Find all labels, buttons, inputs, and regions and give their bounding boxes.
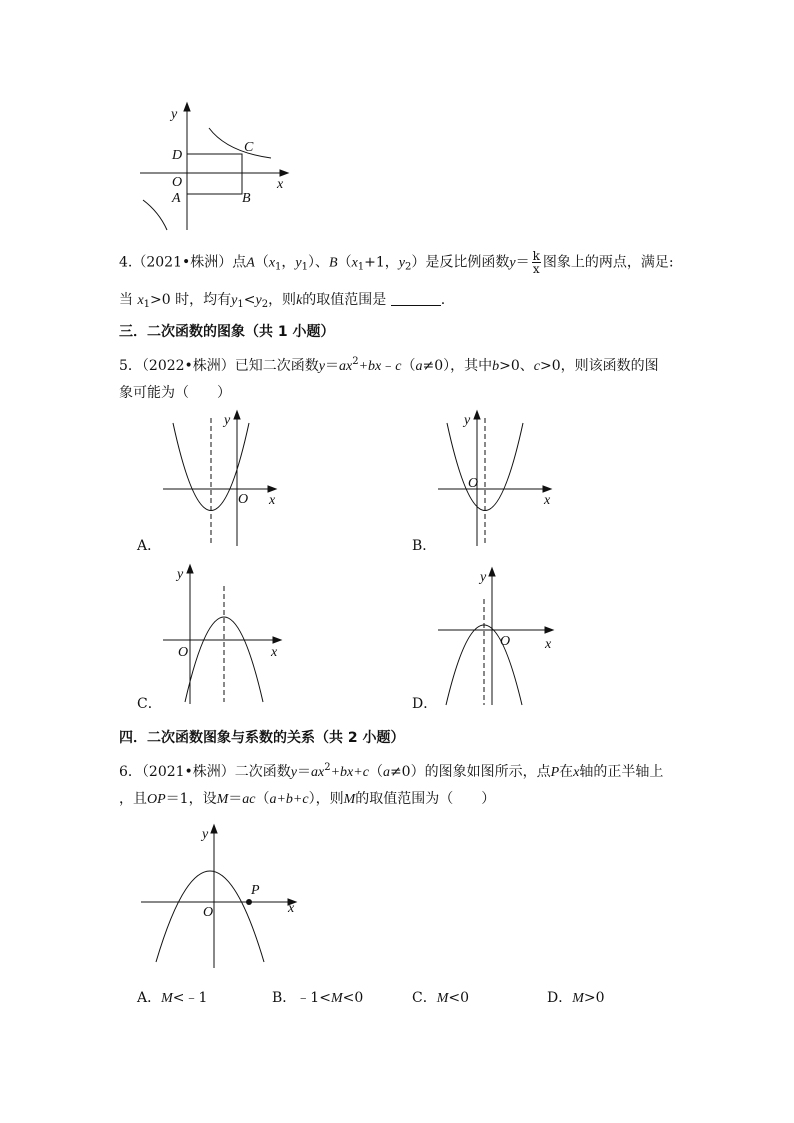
option-d-graph bbox=[435, 565, 560, 710]
label-x: x bbox=[277, 177, 284, 192]
label-o: O bbox=[178, 645, 189, 660]
label-p: P bbox=[251, 883, 260, 898]
rectangle-abcd bbox=[187, 154, 242, 194]
label-o: O bbox=[500, 634, 511, 649]
label-x: x bbox=[288, 901, 295, 916]
question-5-line-2: 象可能为（ ） bbox=[119, 385, 231, 401]
option-a-label[interactable]: A． bbox=[137, 538, 162, 554]
section-4-heading: 四．二次函数图象与系数的关系（共 2 小题） bbox=[119, 730, 405, 746]
label-x: x bbox=[545, 637, 552, 652]
y-axis-arrow bbox=[184, 103, 190, 111]
label-o: O bbox=[172, 175, 183, 190]
option-b-graph bbox=[435, 408, 560, 548]
label-x: x bbox=[544, 493, 551, 508]
label-y: y bbox=[224, 413, 231, 428]
option-a-graph bbox=[160, 408, 285, 548]
choice-c[interactable]: C．M<0 bbox=[412, 990, 470, 1006]
choice-d[interactable]: D．M>0 bbox=[547, 990, 605, 1006]
choice-b[interactable]: B．﹣1<M<0 bbox=[272, 990, 364, 1006]
label-o: O bbox=[468, 476, 479, 491]
point-p bbox=[246, 899, 252, 905]
option-c-graph bbox=[160, 562, 285, 707]
label-o: O bbox=[203, 905, 214, 920]
label-d: D bbox=[172, 148, 183, 163]
label-x: x bbox=[271, 645, 278, 660]
label-o: O bbox=[238, 492, 249, 507]
label-y: y bbox=[177, 567, 184, 582]
label-c: C bbox=[244, 140, 254, 155]
question-4-line-2: 当 $x_1>0$ 时，均有$y_1<y_2$，则k的取值范围是 . bbox=[119, 292, 446, 310]
label-y: y bbox=[202, 827, 209, 842]
label-b: B bbox=[242, 191, 251, 206]
question-5-line-1: 5．（2022•株洲）已知二次函数$y=ax^2+bx﹣c(a\ne 0)$，其中b>0、c>0，则该函数的图 bbox=[119, 356, 659, 374]
question-6-line-2: ，且OP＝1，设M＝ac（a+b+c），则M的取值范围为（ ） bbox=[119, 791, 496, 807]
label-y: y bbox=[480, 570, 487, 585]
x-axis-arrow bbox=[280, 170, 288, 176]
hyperbola-rectangle-figure bbox=[135, 100, 295, 235]
option-c-label[interactable]: C． bbox=[137, 696, 162, 712]
choice-a[interactable]: A．M<﹣1 bbox=[137, 990, 208, 1006]
section-3-heading: 三．二次函数的图象（共 1 小题） bbox=[119, 324, 335, 340]
question-6-line-1: 6．（2021•株洲）二次函数$y=ax^2+bx+c(a\ne 0)$的图象如图所示，点P在x轴的正半轴上 bbox=[119, 762, 664, 780]
label-y: y bbox=[171, 107, 178, 122]
label-a: A bbox=[172, 191, 181, 206]
parabola-with-point-p-figure bbox=[138, 820, 308, 970]
question-4-line-1: 4.（2021•株洲）点$A(x_1$，$y_1$）、$B(x_1+1$，$y_2$）是反比例函数y＝ $\frac{k}{x}$ 图象上的两点，满足: bbox=[119, 249, 674, 276]
answer-blank[interactable] bbox=[391, 291, 441, 306]
label-y: y bbox=[464, 413, 471, 428]
option-d-label[interactable]: D． bbox=[412, 696, 438, 712]
hyperbola-branch-lower bbox=[143, 200, 167, 230]
option-b-label[interactable]: B． bbox=[412, 538, 437, 554]
label-x: x bbox=[269, 493, 276, 508]
fraction-k-over-x: $\frac{k}{x}$ bbox=[532, 249, 540, 276]
